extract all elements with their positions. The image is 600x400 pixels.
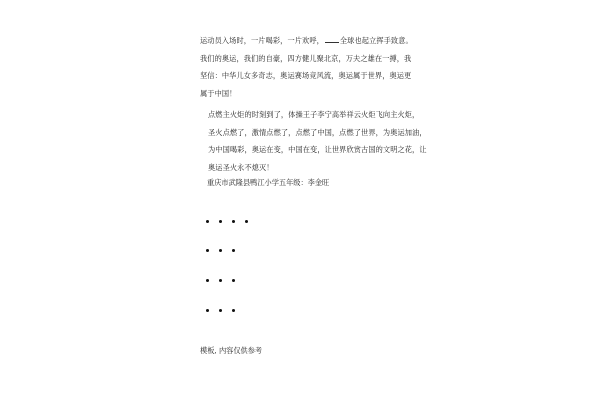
bullet-dot [206,279,209,282]
template-footer-note: 模板, 内容仅供参考 [200,346,263,355]
paragraph-line: 点燃主火炬的时刻到了，体操王子李宁高举祥云火炬飞向主火炬， [208,110,420,119]
bullet-dot [245,220,248,223]
bullet-dot [219,309,222,312]
paragraph-olympic-entrance [200,32,413,102]
bullet-dot [232,309,235,312]
bullet-dot [232,249,235,252]
paragraph-line: 奥运圣火永不熄灭！ [208,162,274,172]
bullet-dot [219,249,222,252]
line-text: 运动员入场时，一片喝彩，一片欢呼， [200,36,324,45]
paragraph-line: 属于中国！ [200,88,237,98]
bullet-dot [219,220,222,223]
paragraph-line: 坚信：中华儿女多奇志，奥运赛场竞风流，奥运属于世界，奥运更 [200,71,412,80]
fill-in-blank [325,35,339,43]
bullet-dot [232,279,235,282]
bullet-dot [232,220,235,223]
bullet-dot [206,309,209,312]
paragraph-torch-lighting [200,106,427,176]
paragraph-line: 我们的奥运，我们的自豪，四方健儿聚北京，万夫之雄在一搏，我 [200,53,412,63]
bullet-dot [206,249,209,252]
author-signature: 重庆市武隆县鸭江小学五年级：李金旺 [207,178,330,187]
paragraph-line: 圣火点燃了，激情点燃了，点燃了中国，点燃了世界，为奥运加油， [208,127,427,137]
paragraph-line [200,32,413,50]
line-text: 全球也起立挥手致意。 [339,36,413,45]
bullet-dot [206,220,209,223]
bullet-dot [219,279,222,282]
paragraph-line: 为中国喝彩，奥运在变，中国在变，让世界欣赏古国的文明之花，让 [208,145,427,154]
